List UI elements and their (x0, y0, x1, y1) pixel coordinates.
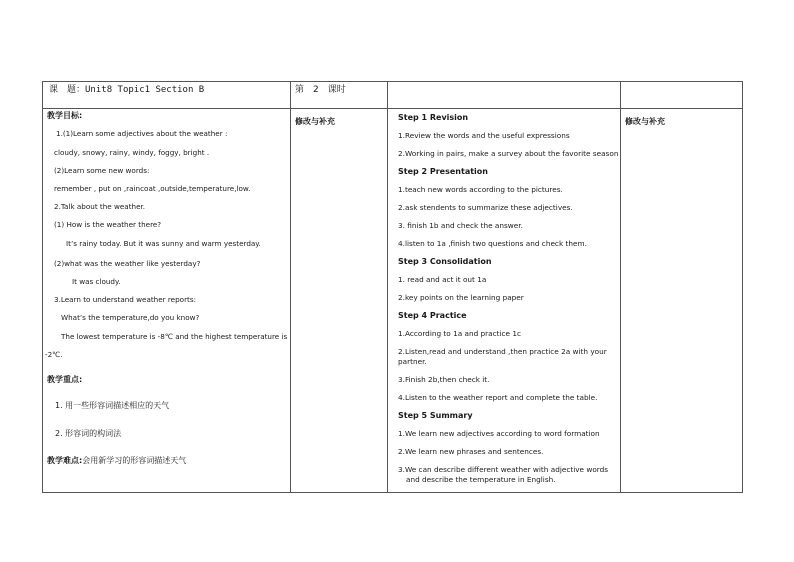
objective-line: It’s rainy today. But it was sunny and warm yesterday. (66, 239, 261, 248)
step-item: partner. (398, 357, 427, 366)
lesson-plan-table (42, 81, 743, 493)
lesson-title-cell (43, 82, 291, 109)
objective-line: (2)what was the weather like yesterday? (54, 259, 201, 268)
objectives-cell (43, 109, 291, 493)
notes-label: 修改与补充 (295, 117, 335, 126)
step-item: 4.listen to 1a ,finish two questions and check them. (398, 239, 587, 248)
step-item: 1.According to 1a and practice 1c (398, 329, 522, 338)
step-item: 1.teach new words according to the pictures. (398, 185, 563, 194)
difficulty-line (47, 456, 186, 466)
step-title: Step 5 Summary (398, 411, 473, 420)
step-item: 4.Listen to the weather report and complete the table. (398, 393, 598, 402)
objective-line: The lowest temperature is -8℃ and the highest temperature is (61, 332, 288, 341)
objective-line: 1.(1)Learn some adjectives about the weather : (56, 129, 228, 138)
step-item: 1. read and act it out 1a (398, 275, 487, 284)
objective-line: It was cloudy. (72, 277, 121, 286)
objective-line: 3.Learn to understand weather reports: (54, 295, 197, 304)
body-row (43, 109, 743, 493)
objective-line: -2℃. (45, 350, 63, 359)
header-row (43, 82, 743, 109)
step-title: Step 4 Practice (398, 311, 467, 320)
notes-cell-right (621, 109, 743, 493)
objective-line: 2.Talk about the weather. (54, 202, 146, 211)
notes-cell (291, 109, 388, 493)
objective-line: (2)Learn some new words: (54, 166, 150, 175)
step-item: 3.Finish 2b,then check it. (398, 375, 490, 384)
step-title: Step 2 Presentation (398, 167, 488, 176)
step-item: 2.ask stendents to summarize these adjectives. (398, 203, 573, 212)
lesson-title-label: 课 题： (49, 85, 86, 95)
step-title: Step 3 Consolidation (398, 257, 492, 266)
lesson-title-value: Unit8 Topic1 Section B (85, 85, 205, 95)
step-item: 2.Listen,read and understand ,then practice 2a with your (398, 347, 607, 356)
step-item: 2.Working in pairs, make a survey about the favorite season (398, 149, 619, 158)
step-item: 3.We can describe different weather with adjective words (398, 465, 609, 474)
key-point-item: 2. 形容词的构词法 (55, 429, 122, 438)
objective-line: cloudy, snowy, rainy, windy, foggy, bright . (54, 148, 210, 157)
step-item: 1.We learn new adjectives according to word formation (398, 429, 600, 438)
difficulty-heading: 教学难点: (47, 456, 83, 465)
objective-line: remember , put on ,raincoat ,outside,temperature,low. (54, 184, 251, 193)
objective-line: What’s the temperature,do you know? (61, 313, 200, 322)
key-point-item: 1. 用一些形容词描述相应的天气 (55, 401, 170, 410)
key-points-heading: 教学重点: (47, 375, 83, 384)
step-item: 2.We learn new phrases and sentences. (398, 447, 544, 456)
period-text: 第 2 课时 (295, 85, 346, 95)
step-item: 1.Review the words and the useful expressions (398, 131, 570, 140)
header-empty-cell (388, 82, 621, 109)
notes-label-right: 修改与补充 (625, 117, 665, 126)
objective-line: (1) How is the weather there? (54, 220, 162, 229)
period-cell (291, 82, 388, 109)
difficulty-text: 会用新学习的形容词描述天气 (82, 456, 187, 465)
step-item: and describe the temperature in English. (406, 475, 556, 484)
step-item: 2.key points on the learning paper (398, 293, 524, 302)
objectives-heading: 教学目标: (47, 111, 83, 120)
step-title: Step 1 Revision (398, 113, 469, 122)
steps-cell (388, 109, 621, 493)
step-item: 3. finish 1b and check the answer. (398, 221, 523, 230)
header-empty-cell-right (621, 82, 743, 109)
